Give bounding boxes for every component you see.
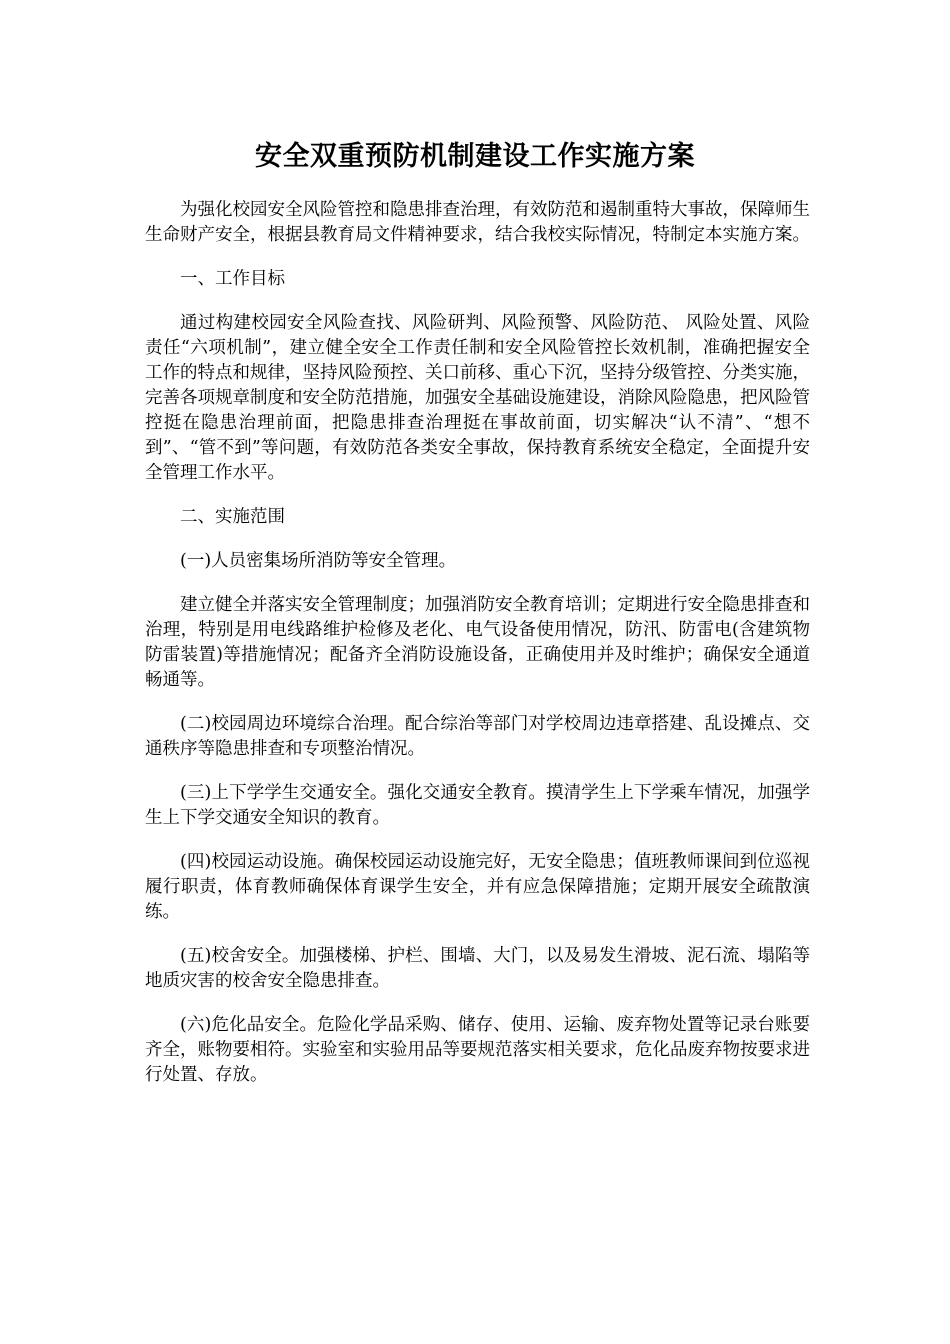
scope-item-2-paragraph: (二)校园周边环境综合治理。配合综治等部门对学校周边违章搭建、乱设摊点、交通秩序等隐患排查和专项整治情况。	[145, 714, 810, 759]
scope-item-5-paragraph: (五)校舍安全。加强楼梯、护栏、围墙、大门，以及易发生滑坡、泥石流、塌陷等地质灾害的校舍安全隐患排查。	[145, 946, 810, 991]
intro-paragraph: 为强化校园安全风险管控和隐患排查治理，有效防范和遏制重特大事故，保障师生生命财产安全，根据县教育局文件精神要求，结合我校实际情况，特制定本实施方案。	[145, 200, 810, 245]
document-title: 安全双重预防机制建设工作实施方案	[255, 141, 695, 172]
scope-item-1-heading: (一)人员密集场所消防等安全管理。	[180, 551, 457, 571]
section-heading-goals: 一、工作目标	[180, 269, 285, 289]
goals-paragraph: 通过构建校园安全风险查找、风险研判、风险预警、风险防范、 风险处置、风险责任“六项机制”，建立健全安全工作责任制和安全风险管控长效机制，准确把握安全工作的特点和规律，坚持风险预控、关口前移、重心下沉，坚持分级管控、分类实施，完善各项规章制度和安全防范措施，加强安全基础设施建设，消除风险隐患，把风险管控挺在隐患治理前面，把隐患排查治理挺在事故前面，切实解决“认不清”、“想不到”、“管不到”等问题，有效防范各类安全事故，保持教育系统安全稳定，全面提升安全管理工作水平。	[145, 313, 810, 483]
scope-item-6-paragraph: (六)危化品安全。危险化学品采购、储存、使用、运输、废弃物处置等记录台账要齐全，账物要相符。实验室和实验用品等要规范落实相关要求，危化品废弃物按要求进行处置、存放。	[145, 1015, 810, 1085]
document-body	[145, 198, 810, 1107]
section-heading-scope: 二、实施范围	[180, 507, 285, 527]
scope-item-3-paragraph: (三)上下学学生交通安全。强化交通安全教育。摸清学生上下学乘车情况，加强学生上下学交通安全知识的教育。	[145, 783, 810, 828]
scope-item-1-paragraph: 建立健全并落实安全管理制度；加强消防安全教育培训；定期进行安全隐患排查和治理，特别是用电线路维护检修及老化、电气设备使用情况，防汛、防雷电(含建筑物防雷装置)等措施情况；配备齐全消防设施设备，正确使用并及时维护；确保安全通道畅通等。	[145, 595, 810, 690]
scope-item-4-paragraph: (四)校园运动设施。确保校园运动设施完好，无安全隐患；值班教师课间到位巡视履行职责，体育教师确保体育课学生安全，并有应急保障措施；定期开展安全疏散演练。	[145, 852, 810, 922]
